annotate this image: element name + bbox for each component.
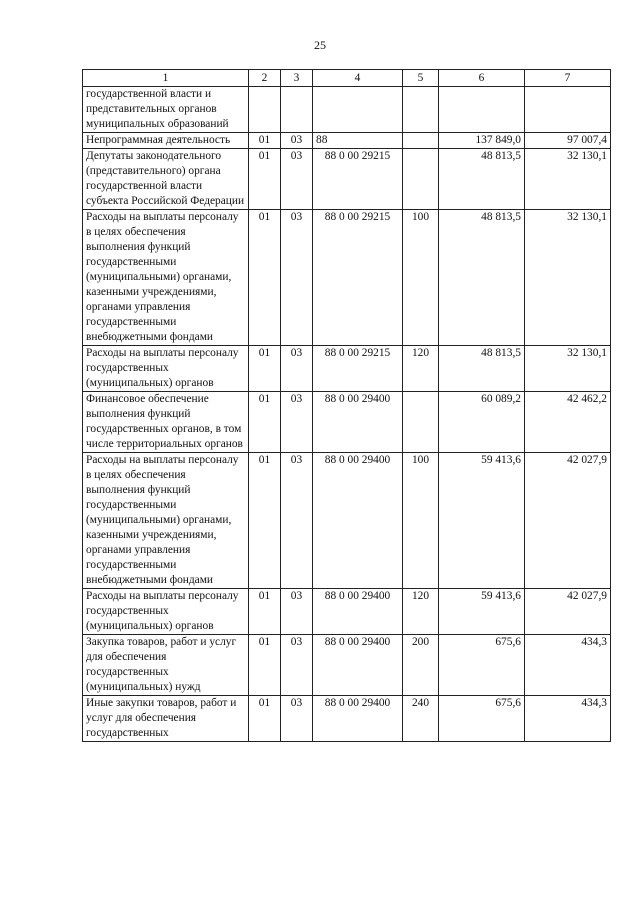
row-target-article: 88 0 00 29215	[313, 210, 403, 346]
row-amount-2: 434,3	[525, 635, 611, 696]
row-name: Расходы на выплаты персоналу в целях обеспечения выполнения функций государственными (муниципальными) органами, казенными учреждениями, органами управления государственными внебюджетными фондами	[83, 210, 249, 346]
row-section: 01	[249, 635, 281, 696]
row-amount-2: 32 130,1	[525, 149, 611, 210]
header-row	[83, 70, 611, 87]
row-expense-type: 240	[403, 696, 439, 742]
row-section: 01	[249, 210, 281, 346]
row-expense-type: 100	[403, 210, 439, 346]
row-amount-2: 42 027,9	[525, 589, 611, 635]
row-amount-2: 42 462,2	[525, 392, 611, 453]
row-amount-1: 137 849,0	[439, 133, 525, 149]
row-target-article: 88 0 00 29215	[313, 346, 403, 392]
row-section: 01	[249, 149, 281, 210]
row-target-article: 88 0 00 29400	[313, 392, 403, 453]
row-expense-type: 200	[403, 635, 439, 696]
table-row	[83, 589, 611, 635]
col-header-1: 1	[83, 70, 249, 87]
row-name: Иные закупки товаров, работ и услуг для обеспечения государственных	[83, 696, 249, 742]
row-expense-type	[403, 149, 439, 210]
col-header-2: 2	[249, 70, 281, 87]
row-subsection: 03	[281, 589, 313, 635]
row-subsection: 03	[281, 149, 313, 210]
row-expense-type: 120	[403, 589, 439, 635]
row-name: Расходы на выплаты персоналу в целях обеспечения выполнения функций государственными (муниципальными) органами, казенными учреждениями, органами управления государственными внебюджетными фондами	[83, 453, 249, 589]
col-header-4: 4	[313, 70, 403, 87]
row-name: Депутаты законодательного (представительного) органа государственной власти субъекта Российской Федерации	[83, 149, 249, 210]
col-header-6: 6	[439, 70, 525, 87]
table-row	[83, 392, 611, 453]
row-amount-1: 48 813,5	[439, 346, 525, 392]
row-subsection	[281, 87, 313, 133]
row-amount-2: 97 007,4	[525, 133, 611, 149]
row-subsection: 03	[281, 346, 313, 392]
row-target-article: 88 0 00 29215	[313, 149, 403, 210]
row-section: 01	[249, 453, 281, 589]
row-amount-1: 59 413,6	[439, 589, 525, 635]
row-section: 01	[249, 133, 281, 149]
row-expense-type	[403, 87, 439, 133]
table-row	[83, 635, 611, 696]
col-header-7: 7	[525, 70, 611, 87]
table-row	[83, 210, 611, 346]
row-target-article	[313, 87, 403, 133]
row-amount-1: 675,6	[439, 635, 525, 696]
row-amount-1: 59 413,6	[439, 453, 525, 589]
row-section: 01	[249, 696, 281, 742]
row-target-article: 88 0 00 29400	[313, 589, 403, 635]
row-amount-2: 32 130,1	[525, 210, 611, 346]
table-row	[83, 346, 611, 392]
table-row	[83, 133, 611, 149]
row-amount-1: 60 089,2	[439, 392, 525, 453]
table-row	[83, 149, 611, 210]
row-section: 01	[249, 392, 281, 453]
row-expense-type	[403, 133, 439, 149]
row-subsection: 03	[281, 696, 313, 742]
row-name: Расходы на выплаты персоналу государственных (муниципальных) органов	[83, 346, 249, 392]
row-subsection: 03	[281, 392, 313, 453]
row-name: Расходы на выплаты персоналу государственных (муниципальных) органов	[83, 589, 249, 635]
row-name: Закупка товаров, работ и услуг для обеспечения государственных (муниципальных) нужд	[83, 635, 249, 696]
row-name: Финансовое обеспечение выполнения функций государственных органов, в том числе территориальных органов	[83, 392, 249, 453]
row-amount-1: 48 813,5	[439, 210, 525, 346]
row-expense-type	[403, 392, 439, 453]
row-expense-type: 120	[403, 346, 439, 392]
row-amount-2: 42 027,9	[525, 453, 611, 589]
row-amount-2: 434,3	[525, 696, 611, 742]
row-amount-2	[525, 87, 611, 133]
table-row	[83, 453, 611, 589]
row-amount-2: 32 130,1	[525, 346, 611, 392]
col-header-5: 5	[403, 70, 439, 87]
row-name: государственной власти и представительных органов муниципальных образований	[83, 87, 249, 133]
row-target-article: 88 0 00 29400	[313, 453, 403, 589]
row-section: 01	[249, 589, 281, 635]
row-amount-1: 48 813,5	[439, 149, 525, 210]
budget-table	[82, 69, 611, 742]
row-subsection: 03	[281, 635, 313, 696]
row-section: 01	[249, 346, 281, 392]
row-target-article: 88 0 00 29400	[313, 635, 403, 696]
row-target-article: 88	[313, 133, 403, 149]
col-header-3: 3	[281, 70, 313, 87]
row-expense-type: 100	[403, 453, 439, 589]
table-row	[83, 696, 611, 742]
row-name: Непрограммная деятельность	[83, 133, 249, 149]
row-subsection: 03	[281, 133, 313, 149]
page-number: 25	[314, 38, 326, 52]
row-subsection: 03	[281, 210, 313, 346]
row-subsection: 03	[281, 453, 313, 589]
row-amount-1	[439, 87, 525, 133]
table-row	[83, 87, 611, 133]
row-amount-1: 675,6	[439, 696, 525, 742]
row-section	[249, 87, 281, 133]
row-target-article: 88 0 00 29400	[313, 696, 403, 742]
